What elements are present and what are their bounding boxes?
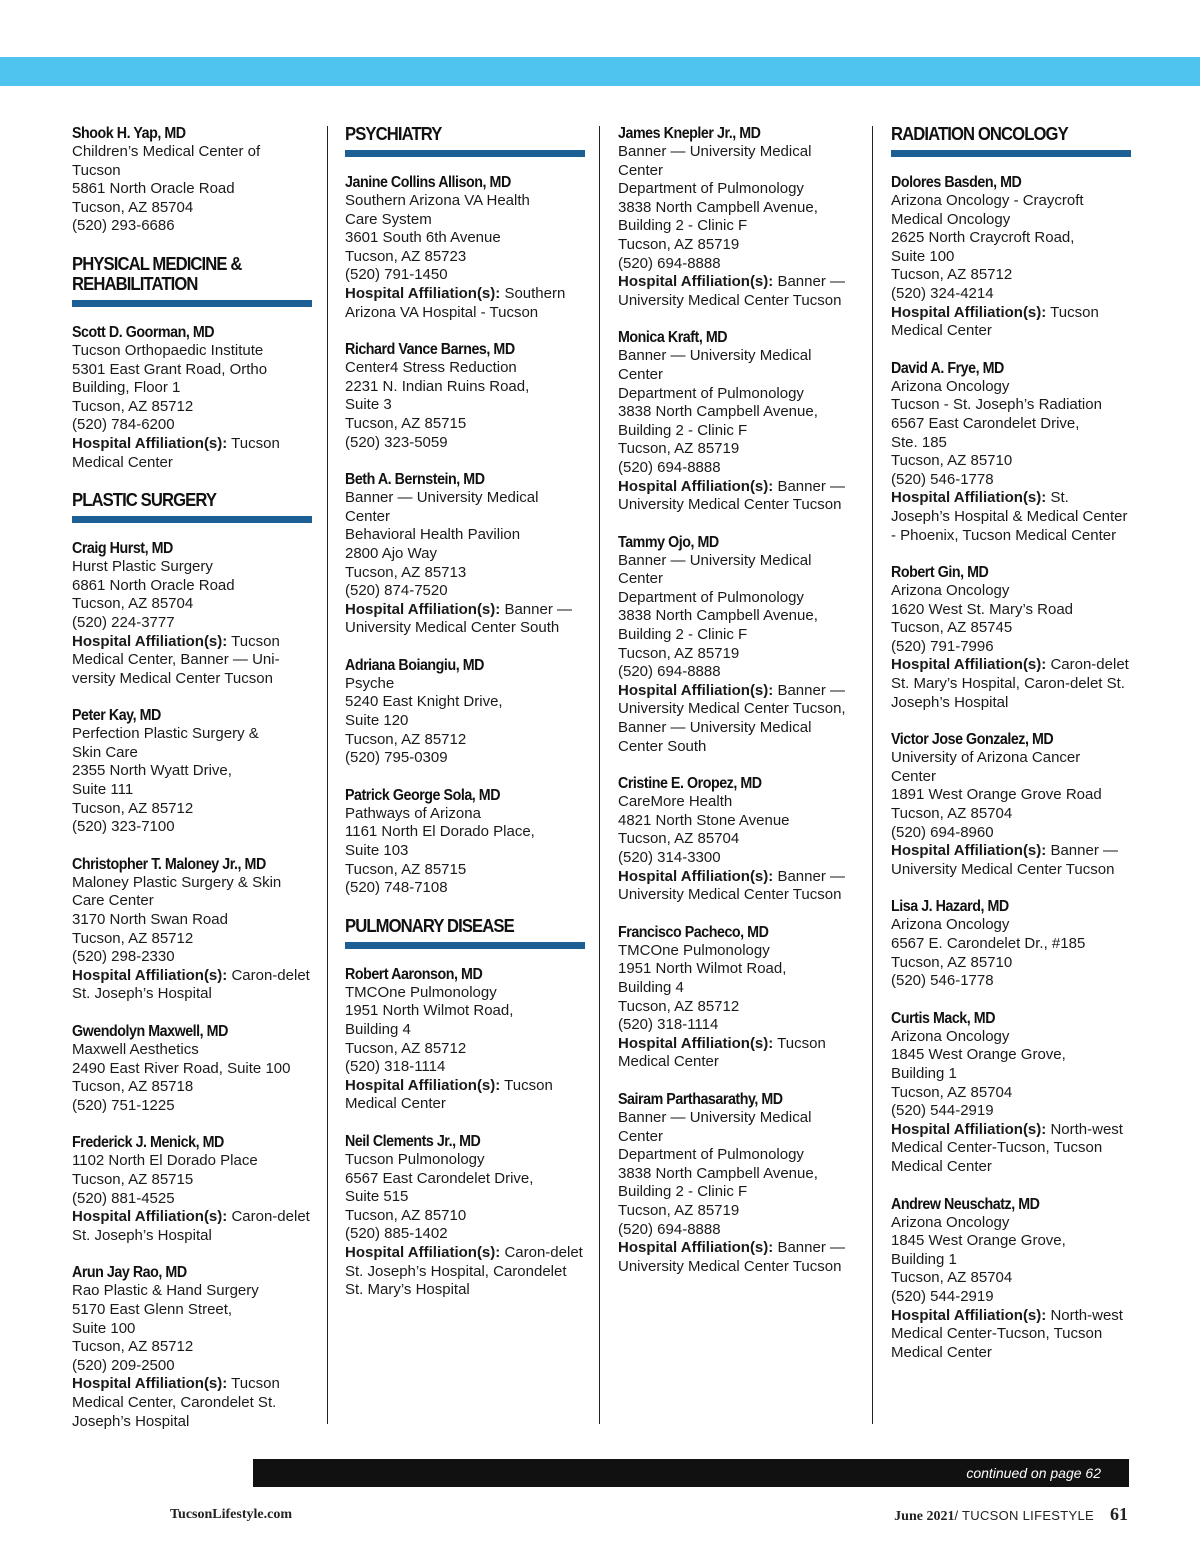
section-title: PHYSICAL MEDICINE & (72, 252, 242, 274)
address-line: 1620 West St. Mary’s Road (891, 600, 1074, 618)
address-line: Tucson, AZ 85704 (891, 1083, 1013, 1101)
address-line: Banner — University Medical (618, 551, 812, 569)
physician-entry (891, 730, 1131, 879)
column-divider (872, 126, 873, 1424)
section-heading (891, 124, 1131, 157)
hospital-affiliation (345, 285, 585, 322)
address-line: 3601 South 6th Avenue (345, 229, 501, 247)
hospital-affiliation (72, 1375, 312, 1431)
hospital-affiliation (72, 1208, 312, 1245)
page-number: 61 (1110, 1504, 1128, 1524)
affiliation-value: Banner — University Medical Center Tucson, Banner — University Medical Center South (618, 681, 846, 755)
address-line: Tucson, AZ 85712 (618, 997, 740, 1015)
affiliation-label: Hospital Affiliation(s): (618, 681, 774, 699)
affiliation-label: Hospital Affiliation(s): (345, 600, 501, 618)
address-line: Tucson, AZ 85719 (618, 644, 740, 662)
address-line: Tucson, AZ 85712 (72, 397, 194, 415)
address-line: Banner — University Medical (618, 143, 812, 160)
address-line: 3838 North Campbell Avenue, (618, 198, 818, 216)
address-line: CareMore Health (618, 793, 733, 811)
hospital-affiliation (618, 868, 858, 905)
address-line: (520) 694-8960 (891, 823, 994, 841)
physician-entry (891, 563, 1131, 712)
address-line: 5240 East Knight Drive, (345, 693, 503, 711)
affiliation-value: Caron-delet St. Mary’s Hospital, Caron-delet St. Joseph’s Hospital (891, 656, 1129, 711)
affiliation-label: Hospital Affiliation(s): (72, 632, 228, 650)
section-title: PULMONARY DISEASE (345, 914, 514, 936)
address-line: (520) 293-6686 (72, 217, 175, 235)
address-line: Children’s Medical Center of (72, 143, 261, 160)
physician-name: Neil Clements Jr., MD (345, 1132, 481, 1150)
affiliation-value: Tucson Medical Center (72, 434, 280, 471)
physician-entry (618, 923, 858, 1072)
address-line: Suite 515 (345, 1188, 409, 1206)
hospital-affiliation (72, 633, 312, 689)
address-line: 3170 North Swan Road (72, 911, 228, 929)
physician-entry (891, 897, 1131, 990)
section-heading (72, 490, 312, 523)
address-line: 2490 East River Road, Suite 100 (72, 1059, 291, 1077)
address-line: Suite 120 (345, 712, 409, 730)
address-line: TMCOne Pulmonology (618, 941, 770, 959)
address-line: Tucson, AZ 85712 (72, 1338, 194, 1356)
affiliation-value: Tucson Medical Center, Banner — Uni-versity Medical Center Tucson (72, 632, 280, 687)
affiliation-label: Hospital Affiliation(s): (345, 1243, 501, 1261)
address-line: (520) 314-3300 (618, 849, 721, 866)
physician-entry (618, 533, 858, 757)
physician-entry (72, 1263, 312, 1431)
physician-entry (618, 124, 858, 310)
physician-entry (345, 340, 585, 452)
physician-name: Sairam Parthasarathy, MD (618, 1090, 783, 1108)
address-line: Arizona Oncology (891, 1213, 1010, 1231)
address-line: 1891 West Orange Grove Road (891, 786, 1102, 804)
address-line: Tucson, AZ 85719 (618, 440, 740, 458)
affiliation-label: Hospital Affiliation(s): (72, 434, 228, 452)
address-line: Suite 3 (345, 396, 392, 414)
physician-entry (891, 1195, 1131, 1363)
address-line: Tucson, AZ 85719 (618, 235, 740, 253)
affiliation-label: Hospital Affiliation(s): (891, 1120, 1047, 1138)
address-line: Building 1 (891, 1250, 957, 1268)
address-line: Department of Pulmonology (618, 1146, 804, 1164)
hospital-affiliation (345, 1244, 585, 1300)
address-line: (520) 694-8888 (618, 1220, 721, 1238)
physician-name: Curtis Mack, MD (891, 1009, 996, 1027)
address-line: Building 2 - Clinic F (618, 421, 748, 439)
address-line: (520) 791-1450 (345, 266, 448, 284)
physician-name: Shook H. Yap, MD (72, 125, 186, 142)
address-line: 5301 East Grant Road, Ortho (72, 360, 268, 378)
affiliation-value: North-west Medical Center-Tucson, Tucson Medical Center (891, 1120, 1123, 1175)
physician-name: Arun Jay Rao, MD (72, 1264, 187, 1282)
address-line: 1845 West Orange Grove, (891, 1232, 1066, 1250)
affiliation-label: Hospital Affiliation(s): (891, 842, 1047, 860)
address-line: Banner — University Medical (345, 489, 539, 507)
address-line: Psyche (345, 674, 395, 692)
section-heading (72, 254, 312, 307)
address-line: 1951 North Wilmot Road, (618, 960, 787, 978)
physician-name: Gwendolyn Maxwell, MD (72, 1023, 228, 1040)
physician-name: Peter Kay, MD (72, 707, 161, 725)
address-line: Perfection Plastic Surgery & (72, 725, 259, 743)
column-divider (599, 126, 600, 1424)
physician-name: Victor Jose Gonzalez, MD (891, 731, 1054, 749)
section-heading (345, 916, 585, 949)
address-line: Tucson, AZ 85713 (345, 563, 467, 581)
address-line: Center (618, 161, 664, 179)
section-title: PLASTIC SURGERY (72, 489, 217, 511)
physician-name: Beth A. Bernstein, MD (345, 471, 485, 489)
directory-column-3 (618, 124, 858, 1294)
address-line: 1951 North Wilmot Road, (345, 1002, 514, 1020)
address-line: (520) 795-0309 (345, 749, 448, 767)
address-line: Ste. 185 (891, 433, 947, 451)
address-line: Tucson, AZ 85718 (72, 1078, 194, 1096)
footer-separator: / (954, 1508, 959, 1523)
address-line: (520) 544-2919 (891, 1287, 994, 1305)
affiliation-label: Hospital Affiliation(s): (72, 966, 228, 984)
top-color-band (0, 57, 1200, 86)
directory-column-1 (72, 124, 312, 1449)
physician-entry (618, 1090, 858, 1276)
physician-name: Robert Gin, MD (891, 564, 989, 582)
address-line: (520) 881-4525 (72, 1189, 175, 1207)
address-line: 2355 North Wyatt Drive, (72, 762, 232, 780)
directory-column-2 (345, 124, 585, 1318)
affiliation-value: St. Joseph’s Hospital & Medical Center - Phoenix, Tucson Medical Center (891, 489, 1128, 544)
column-divider (327, 126, 328, 1424)
address-line: (520) 694-8888 (618, 254, 721, 272)
physician-name: Craig Hurst, MD (72, 540, 173, 558)
address-line: 6567 East Carondelet Drive, (345, 1169, 534, 1187)
physician-entry (72, 539, 312, 688)
physician-name: Tammy Ojo, MD (618, 533, 719, 551)
affiliation-value: Caron-delet St. Joseph’s Hospital (72, 966, 310, 1003)
address-line: (520) 751-1225 (72, 1096, 175, 1114)
physician-entry (345, 470, 585, 638)
physician-name: Cristine E. Oropez, MD (618, 775, 762, 793)
affiliation-value: Banner — University Medical Center Tucson (618, 477, 845, 514)
address-line: Suite 111 (72, 781, 134, 799)
address-line: (520) 546-1778 (891, 470, 994, 488)
affiliation-value: Caron-delet St. Joseph’s Hospital, Carondelet St. Mary’s Hospital (345, 1243, 583, 1299)
address-line: Arizona Oncology (891, 377, 1010, 395)
affiliation-value: Tucson Medical Center (891, 303, 1099, 340)
physician-entry (72, 855, 312, 1004)
address-line: Tucson, AZ 85710 (891, 452, 1013, 470)
physician-name: Janine Collins Allison, MD (345, 174, 511, 191)
address-line: 2231 N. Indian Ruins Road, (345, 377, 530, 395)
address-line: Tucson, AZ 85719 (618, 1201, 740, 1219)
address-line: (520) 694-8888 (618, 663, 721, 681)
continued-bar (253, 1459, 1129, 1487)
hospital-affiliation (891, 1307, 1131, 1363)
address-line: Building 2 - Clinic F (618, 1183, 748, 1201)
address-line: Banner — University Medical (618, 347, 812, 365)
address-line: Tucson, AZ 85712 (345, 730, 467, 748)
affiliation-label: Hospital Affiliation(s): (618, 1239, 774, 1257)
hospital-affiliation (891, 304, 1131, 341)
address-line: Tucson - St. Joseph’s Radiation (891, 396, 1102, 414)
hospital-affiliation (618, 273, 858, 310)
physician-entry (345, 965, 585, 1114)
address-line: Banner — University Medical (618, 1108, 812, 1126)
address-line: Maxwell Aesthetics (72, 1041, 199, 1058)
hospital-affiliation (72, 967, 312, 1004)
affiliation-value: Southern Arizona VA Hospital - Tucson (345, 284, 566, 321)
physician-name: Robert Aaronson, MD (345, 965, 483, 983)
affiliation-value: North-west Medical Center-Tucson, Tucson Medical Center (891, 1306, 1123, 1361)
affiliation-label: Hospital Affiliation(s): (891, 489, 1047, 507)
address-line: Department of Pulmonology (618, 588, 804, 606)
affiliation-label: Hospital Affiliation(s): (72, 1208, 228, 1226)
physician-entry (618, 774, 858, 905)
affiliation-label: Hospital Affiliation(s): (345, 1076, 501, 1094)
physician-name: Andrew Neuschatz, MD (891, 1195, 1040, 1213)
physician-name: Patrick George Sola, MD (345, 786, 501, 804)
address-line: Center (618, 570, 664, 588)
address-line: Building 2 - Clinic F (618, 217, 748, 235)
address-line: Tucson (72, 161, 121, 179)
footer-issue-date: June 2021 (894, 1509, 955, 1524)
physician-entry (72, 323, 312, 472)
affiliation-label: Hospital Affiliation(s): (891, 656, 1047, 674)
address-line: 4821 North Stone Avenue (618, 811, 790, 829)
address-line: 5170 East Glenn Street, (72, 1300, 233, 1318)
affiliation-label: Hospital Affiliation(s): (345, 284, 501, 302)
physician-entry (891, 359, 1131, 545)
address-line: Behavioral Health Pavilion (345, 526, 521, 544)
footer-website: TucsonLifestyle.com (170, 1507, 292, 1522)
affiliation-value: Tucson Medical Center (618, 1034, 826, 1071)
section-title: PSYCHIATRY (345, 123, 442, 144)
address-line: Department of Pulmonology (618, 180, 804, 198)
address-line: Tucson, AZ 85710 (345, 1206, 467, 1224)
address-line: Maloney Plastic Surgery & Skin (72, 873, 282, 891)
address-line: Building 2 - Clinic F (618, 626, 748, 644)
address-line: 5861 North Oracle Road (72, 180, 235, 198)
address-line: (520) 324-4214 (891, 284, 994, 302)
physician-entry (72, 124, 312, 236)
address-line: Hurst Plastic Surgery (72, 558, 213, 576)
address-line: 1845 West Orange Grove, (891, 1046, 1066, 1064)
address-line: (520) 298-2330 (72, 948, 175, 966)
address-line: Tucson, AZ 85704 (891, 1269, 1013, 1287)
hospital-affiliation (891, 842, 1131, 879)
physician-name: Adriana Boiangiu, MD (345, 656, 484, 674)
physician-name: Scott D. Goorman, MD (72, 323, 215, 341)
address-line: Skin Care (72, 743, 138, 761)
footer-magazine-name: TUCSON LIFESTYLE (958, 1508, 1094, 1523)
address-line: (520) 318-1114 (618, 1016, 719, 1034)
address-line: 6567 East Carondelet Drive, (891, 414, 1080, 432)
address-line: Building 4 (618, 978, 684, 996)
address-line: Tucson, AZ 85715 (72, 1170, 194, 1188)
address-line: (520) 748-7108 (345, 879, 448, 897)
physician-entry (72, 1133, 312, 1245)
hospital-affiliation (345, 1077, 585, 1114)
physician-entry (345, 173, 585, 322)
address-line: Suite 100 (72, 1319, 136, 1337)
address-line: 3838 North Campbell Avenue, (618, 403, 818, 421)
address-line: Tucson, AZ 85704 (891, 805, 1013, 823)
address-line: Center (618, 365, 664, 383)
address-line: (520) 544-2919 (891, 1102, 994, 1120)
hospital-affiliation (618, 1239, 858, 1276)
affiliation-label: Hospital Affiliation(s): (618, 273, 774, 291)
address-line: Tucson, AZ 85704 (72, 595, 194, 613)
address-line: University of Arizona Cancer (891, 749, 1081, 767)
address-line: 3838 North Campbell Avenue, (618, 1164, 818, 1182)
hospital-affiliation (345, 601, 585, 638)
address-line: (520) 694-8888 (618, 458, 721, 476)
physician-entry (891, 173, 1131, 341)
affiliation-label: Hospital Affiliation(s): (72, 1375, 228, 1393)
address-line: Tucson, AZ 85715 (345, 414, 467, 432)
physician-name: Dolores Basden, MD (891, 174, 1022, 191)
address-line: Center (618, 1127, 664, 1145)
section-heading (345, 124, 585, 157)
address-line: Rao Plastic & Hand Surgery (72, 1282, 259, 1300)
address-line: Tucson, AZ 85712 (891, 266, 1013, 284)
address-line: (520) 885-1402 (345, 1225, 448, 1243)
affiliation-value: Banner — University Medical Center Tucson (618, 273, 845, 309)
address-line: Tucson, AZ 85745 (891, 619, 1013, 637)
address-line: Building 4 (345, 1021, 411, 1038)
address-line: 1161 North El Dorado Place, (345, 823, 535, 841)
address-line: Arizona Oncology (891, 916, 1010, 934)
address-line: Tucson, AZ 85712 (72, 799, 194, 817)
address-line: (520) 784-6200 (72, 416, 175, 434)
affiliation-value: Banner — University Medical Center Tucson (891, 842, 1118, 878)
address-line: Tucson, AZ 85704 (72, 198, 194, 216)
address-line: Tucson Pulmonology (345, 1150, 485, 1168)
affiliation-label: Hospital Affiliation(s): (618, 1034, 774, 1052)
address-line: Building, Floor 1 (72, 379, 181, 397)
physician-name: David A. Frye, MD (891, 359, 1004, 377)
address-line: Department of Pulmonology (618, 384, 804, 402)
address-line: Tucson Orthopaedic Institute (72, 341, 264, 359)
hospital-affiliation (891, 489, 1131, 545)
affiliation-value: Caron-delet St. Joseph’s Hospital (72, 1208, 310, 1244)
address-line: TMCOne Pulmonology (345, 983, 497, 1001)
address-line: 2625 North Craycroft Road, (891, 229, 1075, 247)
address-line: (520) 318-1114 (345, 1058, 446, 1076)
physician-name: Lisa J. Hazard, MD (891, 898, 1009, 916)
physician-name: Monica Kraft, MD (618, 329, 728, 347)
continued-note: continued on page 62 (966, 1465, 1101, 1481)
address-line: (520) 874-7520 (345, 582, 448, 600)
affiliation-label: Hospital Affiliation(s): (618, 867, 774, 885)
address-line: Care System (345, 210, 432, 228)
affiliation-value: Tucson Medical Center, Carondelet St. Joseph’s Hospital (72, 1375, 280, 1430)
physician-entry (345, 656, 585, 768)
address-line: (520) 224-3777 (72, 613, 175, 631)
address-line: Suite 103 (345, 842, 409, 860)
address-line: Care Center (72, 892, 154, 910)
physician-name: Richard Vance Barnes, MD (345, 341, 515, 359)
address-line: 6567 E. Carondelet Dr., #185 (891, 935, 1086, 952)
affiliation-label: Hospital Affiliation(s): (891, 1306, 1047, 1324)
hospital-affiliation (72, 435, 312, 472)
physician-name: James Knepler Jr., MD (618, 125, 761, 142)
address-line: 6861 North Oracle Road (72, 576, 235, 594)
physician-entry (345, 1132, 585, 1300)
address-line: Center4 Stress Reduction (345, 359, 517, 377)
address-line: Center (891, 767, 937, 785)
section-title: REHABILITATION (72, 272, 198, 294)
address-line: Pathways of Arizona (345, 804, 481, 822)
address-line: Arizona Oncology - Craycroft (891, 192, 1084, 209)
physician-name: Frederick J. Menick, MD (72, 1134, 224, 1152)
affiliation-value: Banner — University Medical Center South (345, 600, 572, 637)
affiliation-label: Hospital Affiliation(s): (618, 477, 774, 495)
physician-entry (72, 1022, 312, 1115)
address-line: 2800 Ajo Way (345, 544, 437, 562)
affiliation-value: Banner — University Medical Center Tucson (618, 867, 845, 904)
address-line: Suite 100 (891, 247, 955, 265)
affiliation-value: Banner — University Medical Center Tucson (618, 1239, 845, 1275)
address-line: Medical Oncology (891, 210, 1011, 228)
address-line: Tucson, AZ 85715 (345, 860, 467, 878)
affiliation-label: Hospital Affiliation(s): (891, 303, 1047, 321)
physician-entry (891, 1009, 1131, 1177)
physician-name: Christopher T. Maloney Jr., MD (72, 855, 266, 873)
physician-name: Francisco Pacheco, MD (618, 923, 769, 941)
affiliation-value: Tucson Medical Center (345, 1076, 553, 1113)
address-line: Tucson, AZ 85710 (891, 953, 1013, 971)
address-line: (520) 209-2500 (72, 1356, 175, 1374)
address-line: (520) 323-7100 (72, 818, 175, 836)
hospital-affiliation (891, 656, 1131, 712)
hospital-affiliation (891, 1121, 1131, 1177)
directory-column-4 (891, 124, 1131, 1380)
address-line: Tucson, AZ 85712 (72, 929, 194, 947)
hospital-affiliation (618, 682, 858, 756)
footer-folio (894, 1504, 1128, 1525)
hospital-affiliation (618, 478, 858, 515)
address-line: 3838 North Campbell Avenue, (618, 607, 818, 625)
address-line: Tucson, AZ 85723 (345, 247, 467, 265)
address-line: (520) 791-7996 (891, 637, 994, 655)
address-line: (520) 546-1778 (891, 972, 994, 990)
address-line: Tucson, AZ 85712 (345, 1039, 467, 1057)
address-line: Building 1 (891, 1064, 957, 1082)
hospital-affiliation (618, 1035, 858, 1072)
address-line: 1102 North El Dorado Place (72, 1152, 258, 1170)
address-line: (520) 323-5059 (345, 433, 448, 451)
address-line: Arizona Oncology (891, 582, 1010, 600)
address-line: Southern Arizona VA Health (345, 192, 530, 209)
address-line: Tucson, AZ 85704 (618, 830, 740, 848)
address-line: Arizona Oncology (891, 1027, 1010, 1045)
physician-entry (72, 706, 312, 837)
physician-entry (618, 328, 858, 514)
address-line: Center (345, 507, 391, 525)
section-title: RADIATION ONCOLOGY (891, 123, 1068, 144)
physician-entry (345, 786, 585, 898)
